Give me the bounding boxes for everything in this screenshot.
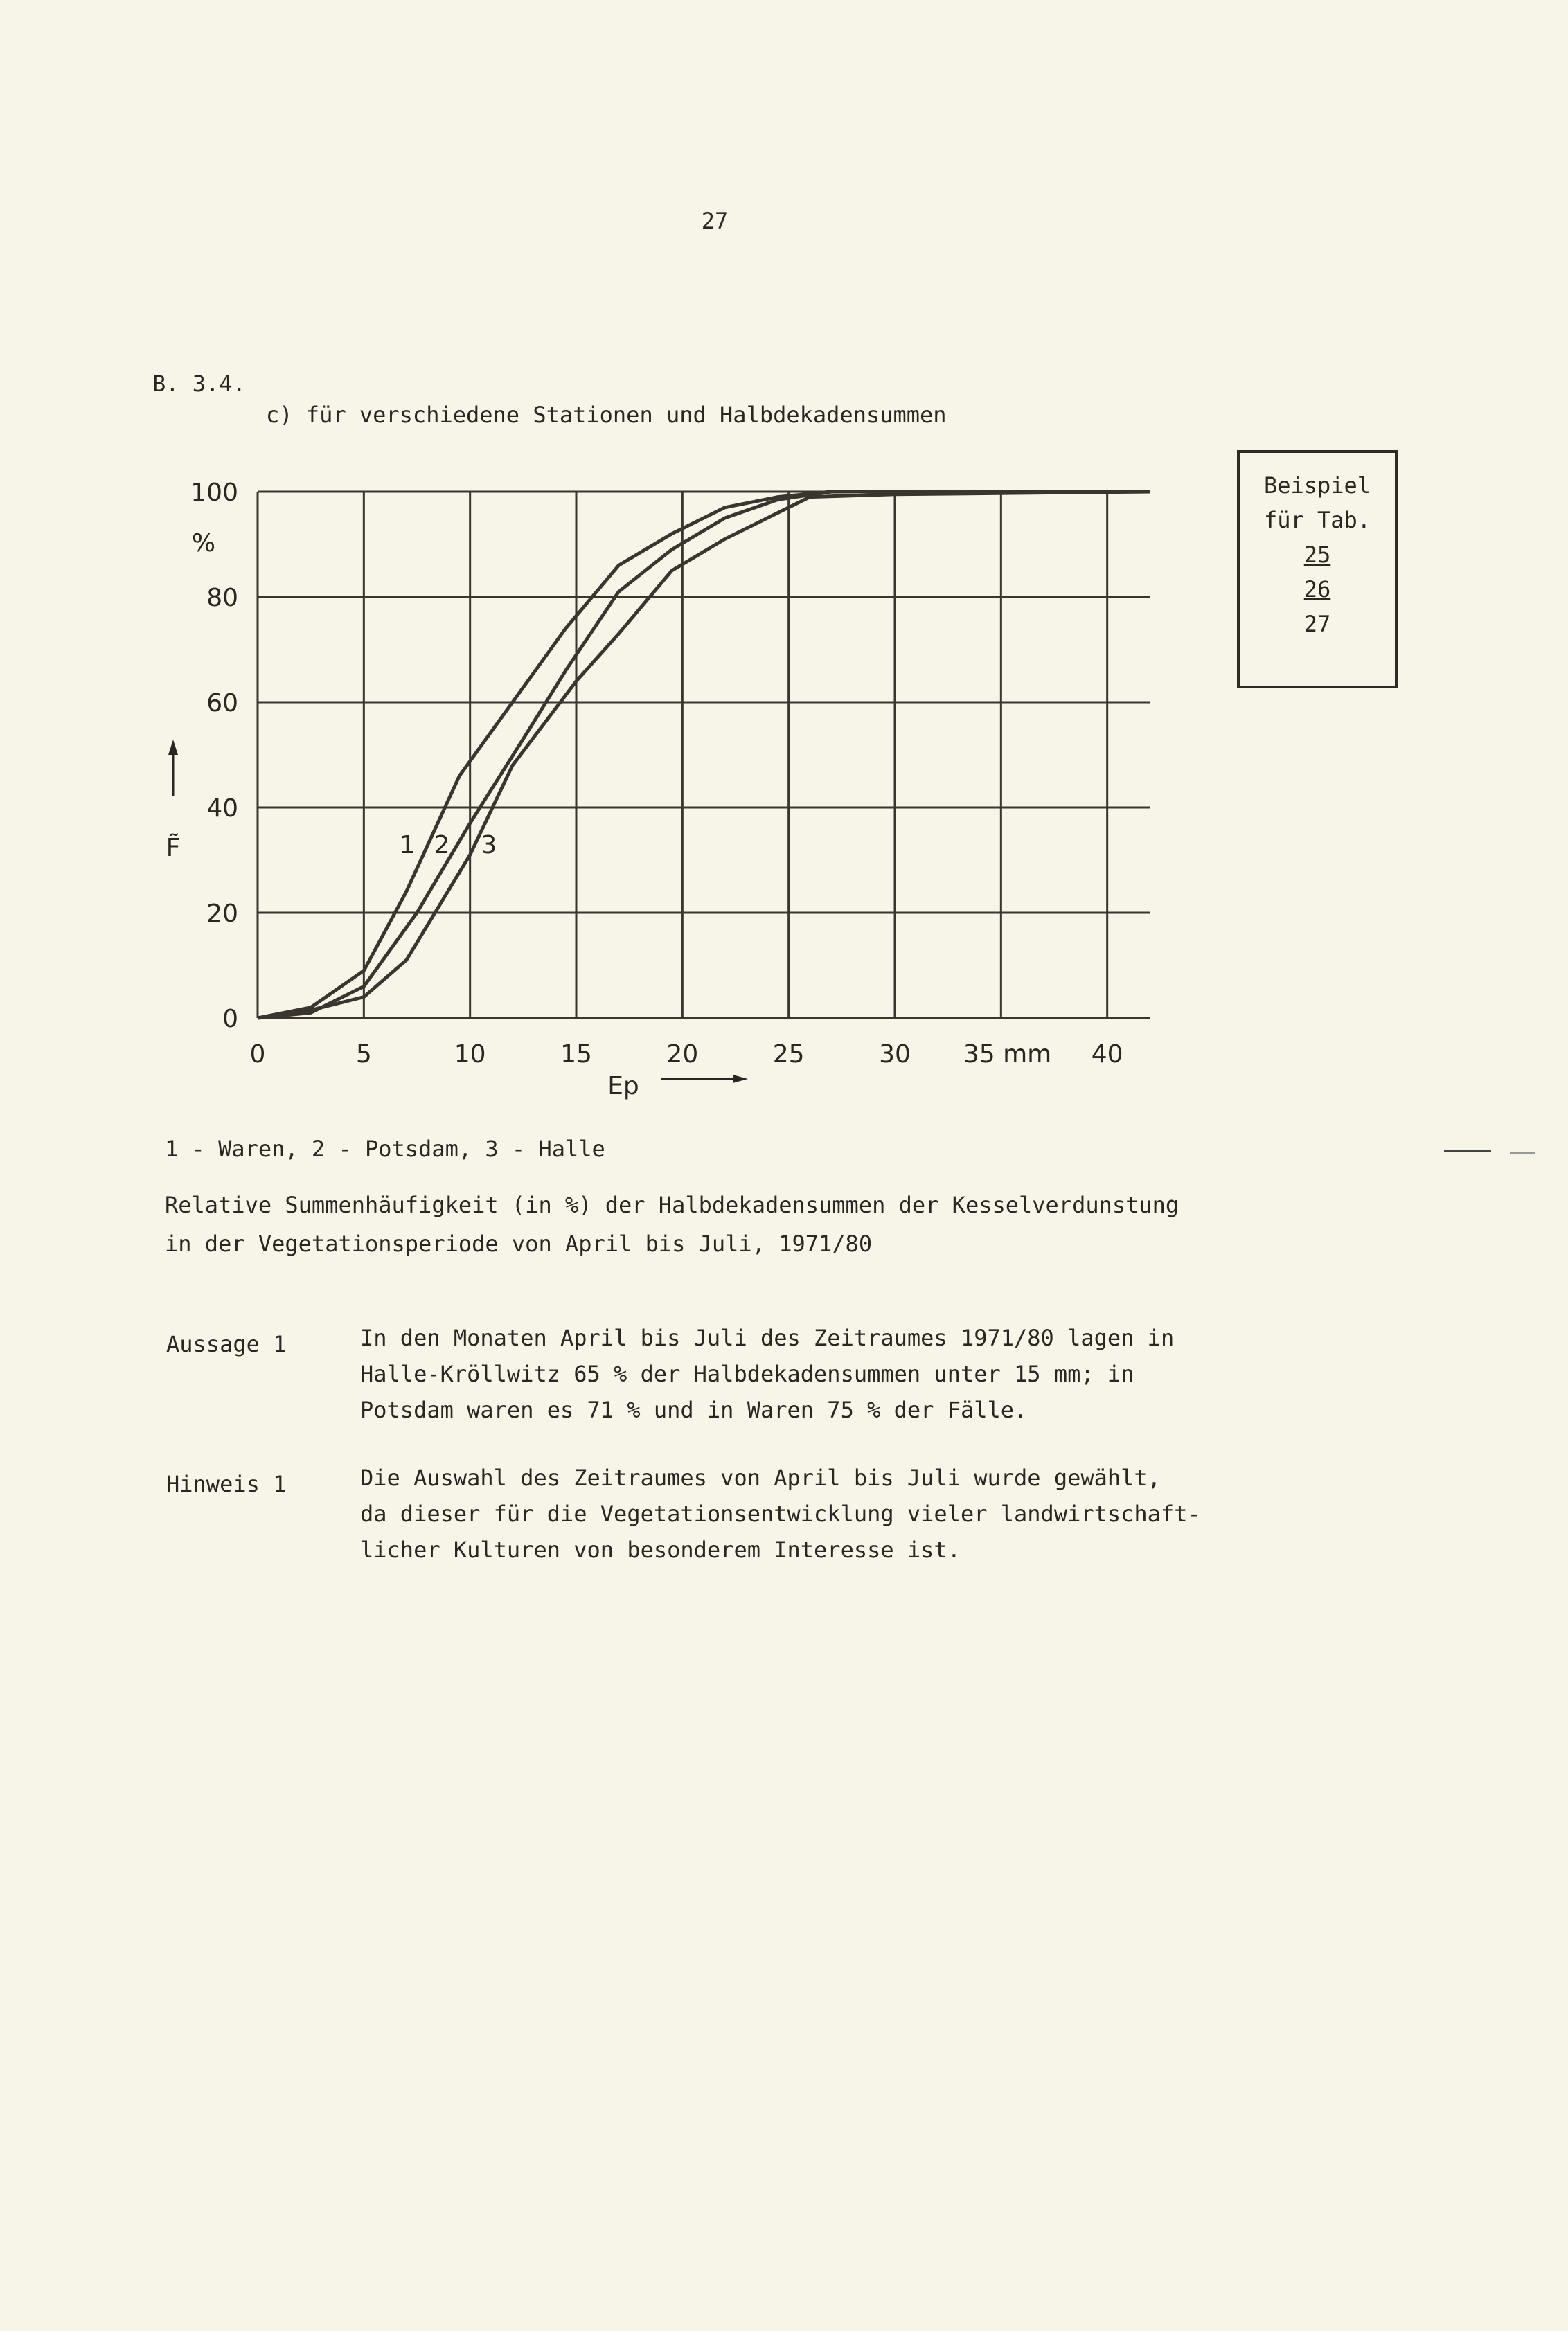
aussage-line: Halle-Kröllwitz 65 % der Halbdekadensummen unter 15 mm; in xyxy=(360,1361,1134,1387)
x-tick-label: 35 mm xyxy=(963,1040,1052,1069)
example-box-line2: für Tab. xyxy=(1263,507,1371,533)
x-tick-label: 0 xyxy=(249,1040,266,1069)
figure-caption xyxy=(165,1186,1273,1263)
series-line-1 xyxy=(258,492,1150,1018)
y-unit-label: % xyxy=(191,529,216,557)
y-tick-label: 80 xyxy=(206,584,238,612)
chart-labels xyxy=(166,529,748,1100)
chart-ticks xyxy=(190,479,1123,1069)
series-line-3 xyxy=(258,492,1150,1018)
caption-line: in der Vegetationsperiode von April bis Juli, 1971/80 xyxy=(165,1231,873,1257)
example-box-item: 27 xyxy=(1303,611,1331,637)
hinweis-line: da dieser für die Vegetationsentwicklung vieler landwirtschaft- xyxy=(360,1501,1201,1527)
hinweis-line: licher Kulturen von besonderem Interesse ist. xyxy=(360,1537,961,1563)
y-axis-arrowhead xyxy=(168,740,178,755)
y-tick-label: 0 xyxy=(222,1005,238,1033)
curve-label: 2 xyxy=(434,831,450,859)
x-tick-label: 40 xyxy=(1091,1040,1123,1069)
y-axis-label: F̃ xyxy=(166,834,181,862)
x-tick-label: 15 xyxy=(560,1040,592,1069)
y-tick-label: 20 xyxy=(206,900,238,928)
margin-mark xyxy=(1510,1152,1535,1154)
x-tick-label: 30 xyxy=(879,1040,911,1069)
aussage-text xyxy=(360,1320,1260,1428)
x-tick-label: 25 xyxy=(772,1040,805,1069)
cumulative-frequency-chart xyxy=(0,0,1568,1122)
page-number: 27 xyxy=(701,208,729,234)
x-tick-label: 20 xyxy=(666,1040,699,1069)
section-reference: B. 3.4. xyxy=(152,370,246,397)
aussage-label: Aussage 1 xyxy=(166,1331,287,1357)
x-tick-label: 5 xyxy=(355,1040,372,1069)
hinweis-label: Hinweis 1 xyxy=(166,1471,287,1497)
example-box-item: 25 xyxy=(1303,542,1331,568)
example-box-item: 26 xyxy=(1303,576,1331,602)
margin-mark xyxy=(1444,1150,1491,1152)
chart-series xyxy=(258,492,1150,1018)
curve-label: 3 xyxy=(481,831,497,859)
y-tick-label: 60 xyxy=(206,689,238,717)
y-tick-label: 40 xyxy=(206,794,238,823)
curve-label: 1 xyxy=(399,831,416,859)
aussage-line: Potsdam waren es 71 % und in Waren 75 % der Fälle. xyxy=(360,1397,1028,1423)
y-tick-label: 100 xyxy=(190,479,238,507)
hinweis-text xyxy=(360,1460,1260,1568)
example-box-line1: Beispiel xyxy=(1263,472,1371,499)
x-axis-arrowhead xyxy=(733,1075,748,1083)
caption-line: Relative Summenhäufigkeit (in %) der Halbdekadensummen der Kesselverdunstung xyxy=(165,1192,1179,1218)
station-legend: 1 - Waren, 2 - Potsdam, 3 - Halle xyxy=(165,1136,605,1162)
hinweis-line: Die Auswahl des Zeitraumes von April bis Juli wurde gewählt, xyxy=(360,1465,1161,1491)
figure-subtitle: c) für verschiedene Stationen und Halbdekadensummen xyxy=(266,402,947,428)
aussage-line: In den Monaten April bis Juli des Zeitraumes 1971/80 lagen in xyxy=(360,1325,1175,1351)
chart-grid xyxy=(258,492,1150,1018)
x-tick-label: 10 xyxy=(454,1040,486,1069)
series-line-2 xyxy=(258,492,1150,1018)
x-axis-label: Ep xyxy=(607,1072,639,1100)
